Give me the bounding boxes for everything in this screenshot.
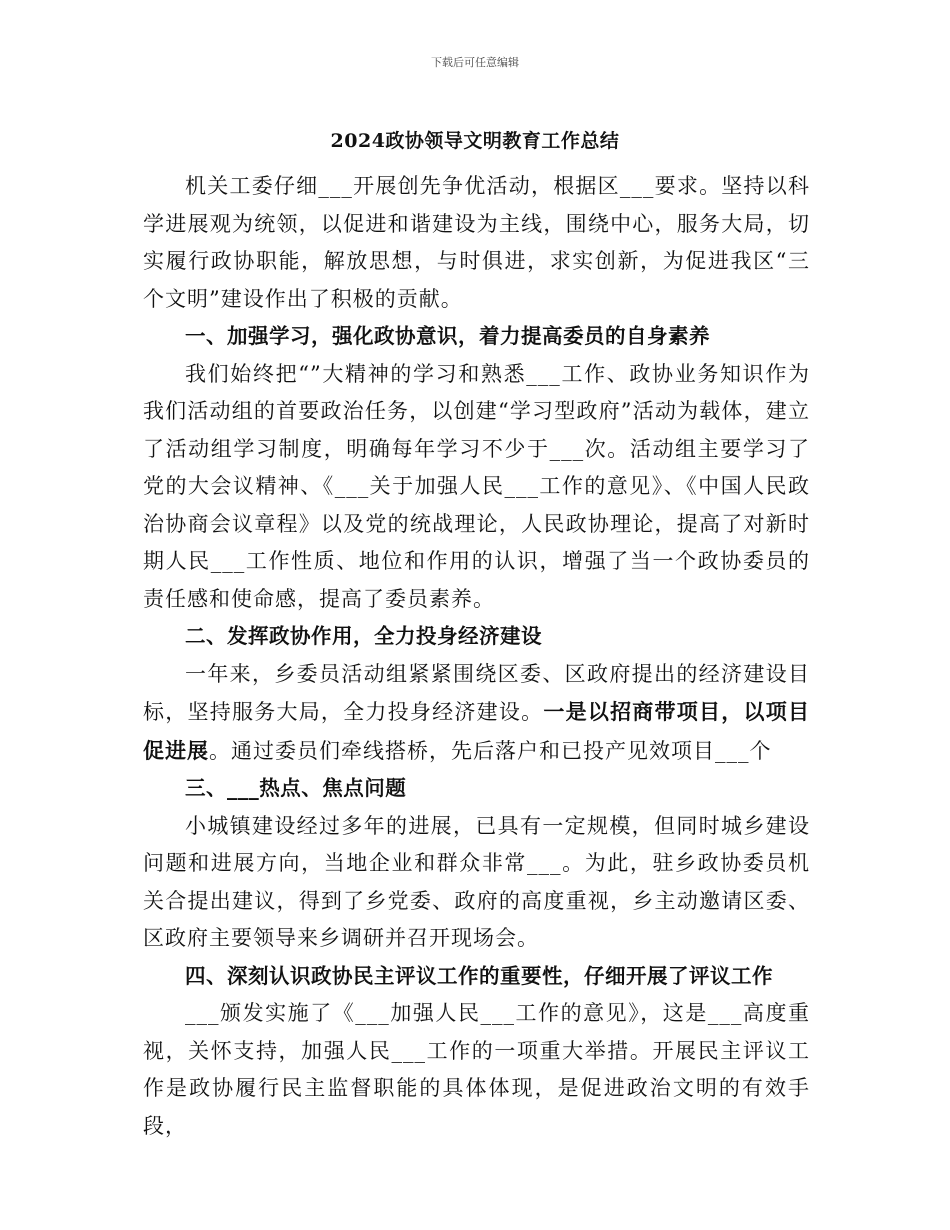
section-2-text-start: 一年来，乡委员活动组紧紧围绕区委、区政府提出的经济建设目标，坚持服务大局，全力投身经济建设。 [143,661,810,724]
section-3-paragraph: 小城镇建设经过多年的进展，已具有一定规模，但同时城乡建设问题和进展方向，当地企业和群众非常___。为此，驻乡政协委员机关合提出建议，得到了乡党委、政府的高度重视，乡主动邀请区委、区政府主要领导来乡调研并召开现场会。 [143,813,810,950]
document-title: 2024政协领导文明教育工作总结 [330,130,620,152]
document-body [143,168,810,1145]
section-2-heading: 二、发挥政协作用，全力投身经济建设 [185,624,542,648]
intro-paragraph: 机关工委仔细___开展创先争优活动，根据区___要求。坚持以科学进展观为统领，以促进和谐建设为主线，围绕中心，服务大局，切实履行政协职能，解放思想，与时俱进，求实创新，为促进我区“三个文明”建设作出了积极的贡献。 [143,174,810,311]
section-2-bold-text: 一是以招商带项目，以项目促进展 [143,699,810,763]
section-4-heading: 四、深刻认识政协民主评议工作的重要性，仔细开展了评议工作 [185,963,773,988]
section-3-heading: 三、___热点、焦点问题 [185,776,407,800]
section-1-heading: 一、加强学习，强化政协意识，着力提高委员的自身素养 [185,324,710,348]
header-note: 下载后可任意编辑 [431,56,519,69]
section-2-text-end: 。通过委员们牵线搭桥，先后落户和已投产见效项目___个 [209,738,772,763]
section-4-paragraph: ___颁发实施了《___加强人民___工作的意见》，这是___高度重视，关怀支持，加强人民___工作的一项重大举措。开展民主评议工作是政协履行民主监督职能的具体体现，是促进政治文明的有效手段， [143,1001,810,1138]
section-1-paragraph: 我们始终把“”大精神的学习和熟悉___工作、政协业务知识作为我们活动组的首要政治任务，以创建“学习型政府”活动为载体，建立了活动组学习制度，明确每年学习不少于___次。活动组主要学习了党的大会议精神、《___关于加强人民___工作的意见》、《中国人民政治协商会议章程》以及党的统战理论，人民政协理论，提高了对新时期人民___工作性质、地位和作用的认识，增强了当一个政协委员的责任感和使命感，提高了委员素养。 [143,361,810,611]
section-2-paragraph [143,656,810,771]
